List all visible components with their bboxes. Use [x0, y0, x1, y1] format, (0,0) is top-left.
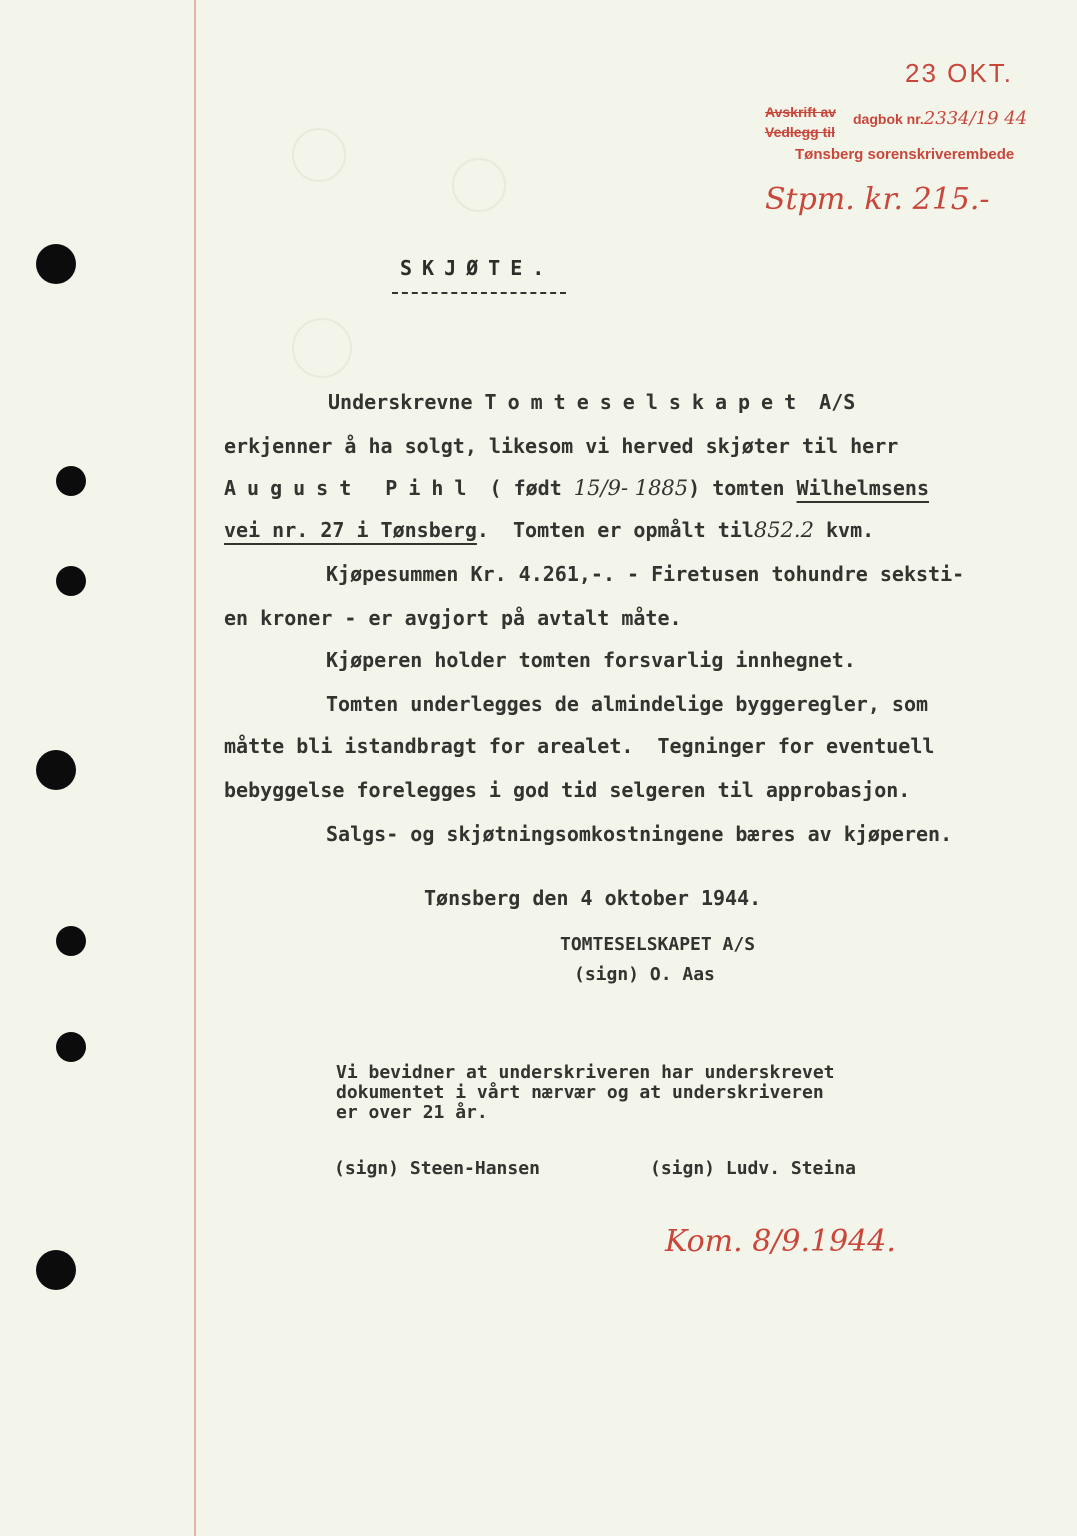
stamp-dagbok-label: dagbok nr.: [853, 111, 924, 127]
stamp-dagbok-number: 2334/19 44: [923, 108, 1028, 129]
body-line-1c: A/S: [807, 390, 856, 414]
stamp-date: 23 OKT.: [905, 58, 1013, 88]
body-line-6: en kroner - er avgjort på avtalt måte.: [224, 606, 682, 630]
birth-date: 15/9- 1885: [573, 476, 689, 500]
punch-hole-3: [56, 566, 86, 596]
body-line-4: [224, 518, 874, 542]
date-line: Tønsberg den 4 oktober 1944.: [424, 886, 762, 910]
body-line-4b: . Tomten er opmålt til: [476, 518, 754, 542]
stamp-line-2: Vedlegg til: [765, 124, 836, 140]
body-line-5: Kjøpesummen Kr. 4.261,-. - Firetusen tohundre seksti-: [326, 562, 965, 586]
ghost-mark-1: [292, 128, 346, 182]
punch-hole-7: [36, 1250, 76, 1290]
punch-hole-4: [36, 750, 76, 790]
body-line-8: Tomten underlegges de almindelige byggeregler, som: [326, 692, 929, 716]
company-signature: TOMTESELSKAPET A/S: [560, 934, 756, 955]
stamp-line-1: Avskrift av: [765, 104, 837, 120]
body-line-1a: Underskrevne: [328, 390, 485, 414]
area-value: 852.2: [753, 518, 814, 542]
body-line-3b: ( født: [477, 476, 574, 500]
punch-hole-2: [56, 466, 86, 496]
witness-signature-1: (sign) Steen-Hansen: [334, 1158, 540, 1179]
body-line-9: måtte bli istandbragt for arealet. Tegninger for eventuell: [224, 734, 935, 758]
punch-hole-5: [56, 926, 86, 956]
street-address: vei nr. 27 i Tønsberg: [224, 518, 477, 542]
punch-hole-6: [56, 1032, 86, 1062]
ghost-mark-2: [452, 158, 506, 212]
body-line-3d: ) tomten: [688, 476, 797, 500]
document-title: SKJØTE.: [400, 256, 555, 280]
buyer-name: August Pihl: [224, 476, 478, 500]
stamp-dagbok: [853, 108, 1027, 129]
street-name: Wilhelmsens: [796, 476, 929, 500]
witness-line-1: Vi bevidner at underskriveren har underskrevet: [336, 1062, 835, 1083]
punch-hole-1: [36, 244, 76, 284]
body-line-7: Kjøperen holder tomten forsvarlig innhegnet.: [326, 648, 856, 672]
body-line-3: [224, 476, 929, 500]
body-line-10: bebyggelse forelegges i god tid selgeren til approbasjon.: [224, 778, 911, 802]
margin-line: [194, 0, 196, 1536]
signed-by: (sign) O. Aas: [574, 964, 715, 985]
witness-line-2: dokumentet i vårt nærvær og at underskriveren: [336, 1082, 824, 1103]
bottom-note: Kom. 8/9.1944.: [665, 1224, 896, 1259]
stamp-office: Tønsberg sorenskriverembede: [795, 146, 1015, 163]
fee-note: Stpm. kr. 215.-: [765, 182, 990, 217]
witness-signature-2: (sign) Ludv. Steina: [650, 1158, 856, 1179]
body-line-11: Salgs- og skjøtningsomkostningene bæres av kjøperen.: [326, 822, 953, 846]
body-line-1: [328, 390, 855, 414]
company-name-spaced: Tomteselskapet: [484, 390, 808, 414]
ghost-mark-3: [292, 318, 352, 378]
body-line-4d: kvm.: [813, 518, 875, 542]
title-underline: [392, 292, 566, 294]
body-line-2: erkjenner å ha solgt, likesom vi herved skjøter til herr: [224, 434, 899, 458]
witness-line-3: er over 21 år.: [336, 1102, 488, 1123]
